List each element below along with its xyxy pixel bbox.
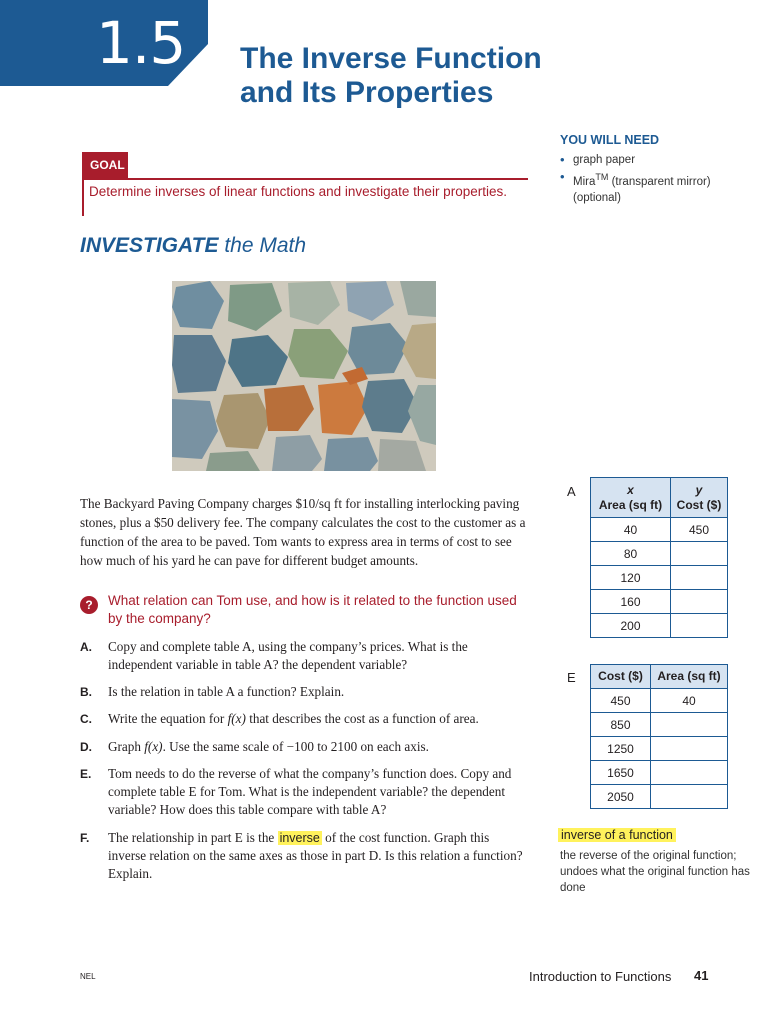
- lesson-title: [240, 42, 542, 110]
- step-text: The relationship in part E is the inverse of the cost function. Graph this inverse relation on the same axes as those in part D. Is this relation a function? Explain.: [108, 830, 523, 881]
- goal-text: Determine inverses of linear functions and investigate their properties.: [89, 184, 507, 199]
- step-text: Is the relation in table A a function? Explain.: [108, 684, 345, 699]
- step-d: [80, 738, 530, 756]
- footer-publisher: NEL: [80, 972, 96, 981]
- table-row: [591, 761, 728, 785]
- trademark-mark: TM: [595, 171, 609, 182]
- step-text: Copy and complete table A, using the company’s prices. What is the independent variable in table A? the dependent variable?: [108, 639, 468, 672]
- table-cell: 450: [671, 518, 728, 542]
- goal-rule-vertical: [82, 178, 84, 216]
- table-cell: 160: [591, 590, 671, 614]
- table-a: [590, 477, 728, 638]
- you-will-need-title: YOU WILL NEED: [560, 133, 660, 147]
- math-expression: f(x): [227, 711, 246, 726]
- table-e: [590, 664, 728, 809]
- table-header-cell: x Area (sq ft): [591, 478, 671, 518]
- math-expression: f(x): [144, 739, 163, 754]
- footer-chapter: Introduction to Functions: [529, 969, 672, 984]
- goal-label: GOAL: [82, 152, 128, 178]
- question-mark-icon: ?: [80, 596, 98, 614]
- table-a-label: A: [567, 484, 576, 499]
- table-row: [591, 713, 728, 737]
- table-row: [591, 614, 728, 638]
- table-cell: 200: [591, 614, 671, 638]
- paving-stones-image: [172, 281, 436, 471]
- table-cell: [671, 542, 728, 566]
- step-c: [80, 710, 530, 728]
- step-b: [80, 683, 530, 701]
- step-a: [80, 638, 530, 674]
- table-row: [591, 566, 728, 590]
- table-cell: 80: [591, 542, 671, 566]
- need-item: • graph paper: [560, 152, 760, 169]
- page-number: 41: [694, 968, 709, 983]
- table-cell: [651, 761, 728, 785]
- table-header-row: [591, 665, 728, 689]
- goal-rule: [82, 178, 528, 180]
- table-cell: 1650: [591, 761, 651, 785]
- table-cell: 1250: [591, 737, 651, 761]
- you-will-need-list: [560, 152, 760, 206]
- glossary-definition: the reverse of the original function; undoes what the original function has done: [560, 850, 750, 894]
- key-question: What relation can Tom use, and how is it related to the function used by the company?: [108, 593, 517, 626]
- table-cell: 850: [591, 713, 651, 737]
- table-cell: [671, 566, 728, 590]
- step-letter: C.: [80, 712, 92, 726]
- section-number: 1.5: [96, 9, 186, 77]
- table-header-cell: y Cost ($): [671, 478, 728, 518]
- step-letter: E.: [80, 767, 92, 781]
- table-cell: [671, 614, 728, 638]
- table-cell: 120: [591, 566, 671, 590]
- step-letter: B.: [80, 685, 92, 699]
- paving-stones-photo: [172, 281, 436, 471]
- table-cell: [651, 737, 728, 761]
- title-line-1: The Inverse Function: [240, 42, 542, 75]
- table-row: [591, 737, 728, 761]
- investigate-heading: INVESTIGATE the Math: [80, 234, 307, 257]
- table-cell: 450: [591, 689, 651, 713]
- intro-paragraph: The Backyard Paving Company charges $10/sq ft for installing interlocking paving stones, plus a $50 delivery fee. The company calculates the cost to the customer as a function of the area to be paved. Tom wants to express area in terms of cost to see how much of his yard he can pave for different budget amounts.: [80, 496, 526, 568]
- step-letter: D.: [80, 740, 92, 754]
- table-row: [591, 785, 728, 809]
- step-text: Tom needs to do the reverse of what the company’s function does. Copy and complete table E for Tom. What is the independent variable? the dependent variable? How does this table compare with table A?: [108, 766, 512, 817]
- table-cell: [671, 590, 728, 614]
- table-cell: [651, 785, 728, 809]
- need-item: • Mira™ (transparent mirror) (optional): [560, 169, 760, 207]
- table-row: [591, 689, 728, 713]
- step-text: Graph f(x). Use the same scale of −100 to 2100 on each axis.: [108, 739, 429, 754]
- table-header-cell: Area (sq ft): [651, 665, 728, 689]
- glossary-term: inverse of a function: [558, 828, 676, 842]
- step-f: [80, 829, 530, 883]
- step-e: [80, 765, 530, 819]
- step-text: Write the equation for f(x) that describes the cost as a function of area.: [108, 711, 479, 726]
- step-letter: F.: [80, 831, 90, 845]
- table-header-row: [591, 478, 728, 518]
- table-cell: [651, 713, 728, 737]
- step-letter: A.: [80, 640, 92, 654]
- title-line-2: and Its Properties: [240, 76, 494, 109]
- table-e-label: E: [567, 670, 576, 685]
- table-row: [591, 518, 728, 542]
- table-row: [591, 590, 728, 614]
- table-header-cell: Cost ($): [591, 665, 651, 689]
- table-cell: 40: [591, 518, 671, 542]
- inverse-highlight: inverse: [279, 831, 320, 845]
- table-cell: 40: [651, 689, 728, 713]
- table-cell: 2050: [591, 785, 651, 809]
- table-row: [591, 542, 728, 566]
